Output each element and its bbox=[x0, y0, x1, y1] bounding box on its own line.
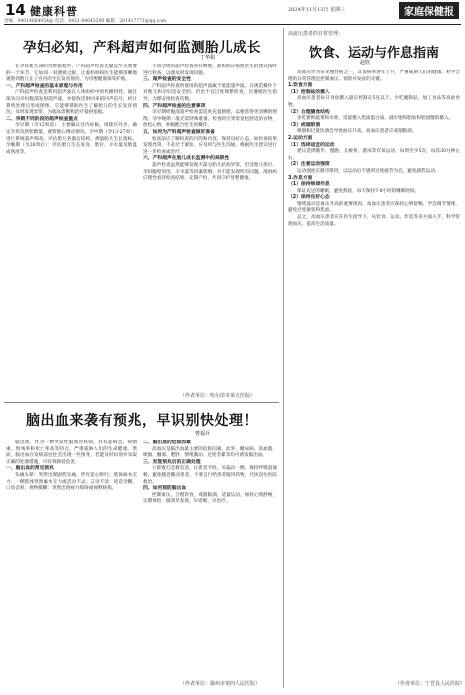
paragraph: 不同孕周的超声检查各有侧重，准妈妈应按照医生的建议按时进行检查，以便及时发现问题。 bbox=[143, 64, 277, 76]
article1-column-2 bbox=[143, 64, 277, 388]
article1-footnote: （作者单位：哈尔滨市第五医院） bbox=[180, 393, 256, 399]
article3-column bbox=[288, 70, 460, 675]
article1-title: 孕妇必知，产科超声如何监测胎儿成长 bbox=[23, 40, 261, 56]
paragraph: 立即拨打急救电话，让患者平卧，头偏向一侧，保持呼吸道通畅，避免随意搬动患者，不要自行给患者服用药物，尽快送往医院救治。 bbox=[143, 466, 277, 485]
article2-column-1 bbox=[6, 440, 137, 685]
subheading: 2.运动方面 bbox=[288, 135, 313, 141]
paragraph: 产科超声检查所使用的超声波属于低能量声波，在规范操作下对胎儿和孕妇是安全的。但也不宜过度频繁检查，应遵循医生指导，合理安排检查次数。 bbox=[143, 83, 277, 102]
subheading: 3.作息方面 bbox=[288, 175, 313, 181]
paragraph: 控制血压，合理饮食，戒烟限酒，适量运动，保持心情舒畅，定期体检，做到早发现、早诊断、早治疗。 bbox=[143, 492, 277, 505]
paragraph: 多吃新鲜蔬菜和水果，适量摄入优质蛋白质，减少饱和脂肪和胆固醇的摄入。 bbox=[297, 116, 454, 122]
article2-footnote: （作者单位：滁州市第四人民医院） bbox=[180, 681, 261, 687]
paragraph: 孕早期经腹部超声检查需适度充盈膀胱，以便获得更清晰的图像；孕中晚期一般无需特殊准备。检查时应穿着宽松舒适的衣物，放松心情，积极配合医生的操作。 bbox=[143, 110, 277, 129]
paragraph: 孕早期（孕12周前）：主要确认宫内妊娠，排除宫外孕，确定孕周及胚胎数量，观察胎心搏动情况。孕中期（孕13-27周）：进行系统超声筛查，评估胎儿各器官结构，测量胎儿生长指标。孕晚期（孕28周后）：评估胎儿生长发育、胎位、羊水量及胎盘成熟度等。 bbox=[6, 123, 137, 155]
paragraph: 产科超声检查是利用超声波在人体组织中的传播特性，通过探头向孕妇腹部发射超声波，并接收反射回来的回声信号，经计算机处理后形成图像。它能够帮助医生了解胎儿的生长发育情况，及时发现异常，为临床诊断和治疗提供依据。 bbox=[6, 90, 137, 116]
paragraph: 超声检查虽然能够发现大部分胎儿结构异常，但受胎儿体位、孕妇腹壁厚度、羊水量等因素影响，并不能发现所有问题。准妈妈应理性看待检查结果，定期产检，共同守护母婴健康。 bbox=[143, 162, 277, 182]
section-title: 健康科普 bbox=[30, 5, 78, 18]
article2-column-2 bbox=[143, 440, 277, 675]
subheading: （1）选择适宜的运动 bbox=[288, 142, 335, 148]
page-header bbox=[0, 0, 465, 22]
subheading: （2）合理膳食结构 bbox=[288, 109, 330, 115]
subheading: 二、脑出血的危险因素 bbox=[143, 440, 191, 445]
editor-line: 责编：04014664054@ 电话：0451-84645500 邮箱：201417771@qq.com bbox=[4, 19, 167, 24]
article3-footnote: （作者单位：宁晋县人民医院） bbox=[395, 681, 465, 687]
page-number: 14 bbox=[5, 1, 26, 19]
subheading: （3）戒烟限酒 bbox=[288, 122, 321, 128]
paragraph: 高血压作为常见慢性病之一，其发病率逐年上升，严重威胁人们的健康。科学合理的日常管理是控制血压、预防并发症的关键。 bbox=[288, 70, 460, 82]
paragraph: 在孕育新生命的奇妙旅程中，产科超声检查无疑是至关重要的一个环节。它如同一双透视之眼，让准妈妈和医生能够清晰地观察到胎儿在子宫内的生长发育情况，为母婴健康保驾护航。 bbox=[6, 64, 137, 83]
article1-byline: 丁华娟 bbox=[200, 55, 216, 61]
article2-byline: 曹福兵 bbox=[195, 431, 211, 437]
paragraph: 吸烟和过量饮酒会导致血压升高，高血压患者应戒烟限酒。 bbox=[297, 129, 417, 135]
subheading: 四、如何预防脑出血 bbox=[143, 486, 187, 492]
subheading: 四、产科超声检查的注意事项 bbox=[143, 103, 206, 109]
paragraph: 建议选择散步、慢跑、太极拳、游泳等有氧运动，每周至少5次，每次30分钟左右。 bbox=[288, 149, 460, 161]
article3-title: 饮食、运动与作息指南 bbox=[308, 46, 439, 61]
article1-column-1 bbox=[6, 64, 137, 398]
paragraph: 脑出血，作为一种突发性脑血管疾病，具有起病急、病情重、致残率和死亡率高等特点，严重威胁人们的生命健康。然而，脑出血在发病前往往会出现一些预兆，若能及时识别并采取正确的处理措施，可有效降低危害。 bbox=[6, 440, 137, 465]
paragraph: 高血压是脑出血最主要的危险因素，此外，糖尿病、高血脂、吸烟、酗酒、肥胖、情绪激动、过度劳累等均可诱发脑出血。 bbox=[143, 446, 277, 459]
paragraph: 检查前应了解检查的目的和内容，保持良好心态。如检查结果发现异常，不必过于紧张，应及时与医生沟通，根据医生建议进行进一步检查或治疗。 bbox=[143, 136, 277, 155]
subheading: （2）保持良好心态 bbox=[288, 195, 330, 201]
subheading: （1）控制盐的摄入 bbox=[288, 89, 330, 95]
subheading: 1.饮食方面 bbox=[288, 83, 313, 89]
paragraph: 高血压患者每日食盐摄入量应控制在5克以下，少吃腌制品、加工食品等高盐食物。 bbox=[288, 96, 460, 108]
subheading: 一、产科超声检查的基本原理与作用 bbox=[6, 83, 83, 89]
paragraph: 总之，高血压患者应在医生指导下，从饮食、运动、作息等多方面入手，科学管理血压，提高生活质量。 bbox=[288, 215, 460, 227]
paragraph: 情绪波动是血压升高的重要诱因，高血压患者应保持心情舒畅，学会调节情绪，避免过度紧张和焦虑。 bbox=[288, 201, 460, 214]
subheading: 六、产科超声在胎儿成长监测中的局限性 bbox=[143, 156, 230, 162]
article3-topline: 高血压患者的日常管理： bbox=[288, 31, 344, 37]
subheading: 一、脑出血的常见预兆 bbox=[6, 466, 54, 472]
subheading: 五、如何为产科超声检查做好准备 bbox=[143, 129, 215, 135]
article2-title: 脑出血来袭有预兆，早识别快处理！ bbox=[26, 413, 258, 429]
paragraph: 头痛头晕：突然出现剧烈头痛，伴有恶心呕吐；肢体麻木无力：一侧肢体突然麻木无力或活动不灵；言语不清：说话含糊、口角歪斜；视物模糊：突然出现视力障碍或视野缺损。 bbox=[6, 472, 137, 492]
subheading: 三、超声检查的安全性 bbox=[143, 77, 191, 83]
newspaper-brand: 家庭保健报 bbox=[399, 2, 459, 19]
subheading: 二、孕期不同阶段的超声检查重点 bbox=[6, 116, 78, 122]
subheading: （2）注意运动强度 bbox=[288, 162, 330, 168]
paragraph: 运动强度应循序渐进，以运动后不感到过度疲劳为宜，避免剧烈运动。 bbox=[297, 168, 440, 174]
subheading: （1）保持规律作息 bbox=[288, 182, 330, 188]
subheading: 三、发现预兆后的正确处理 bbox=[143, 459, 201, 465]
header-rule bbox=[4, 24, 461, 25]
issue-date: 2024年11月13日 星期三 bbox=[288, 7, 346, 13]
article3-byline: 赵欣 bbox=[360, 60, 371, 66]
column-separator bbox=[283, 28, 284, 688]
paragraph: 保证充足的睡眠，避免熬夜，每天保持7-8小时的睡眠时间。 bbox=[297, 188, 420, 194]
article-separator bbox=[4, 402, 279, 403]
